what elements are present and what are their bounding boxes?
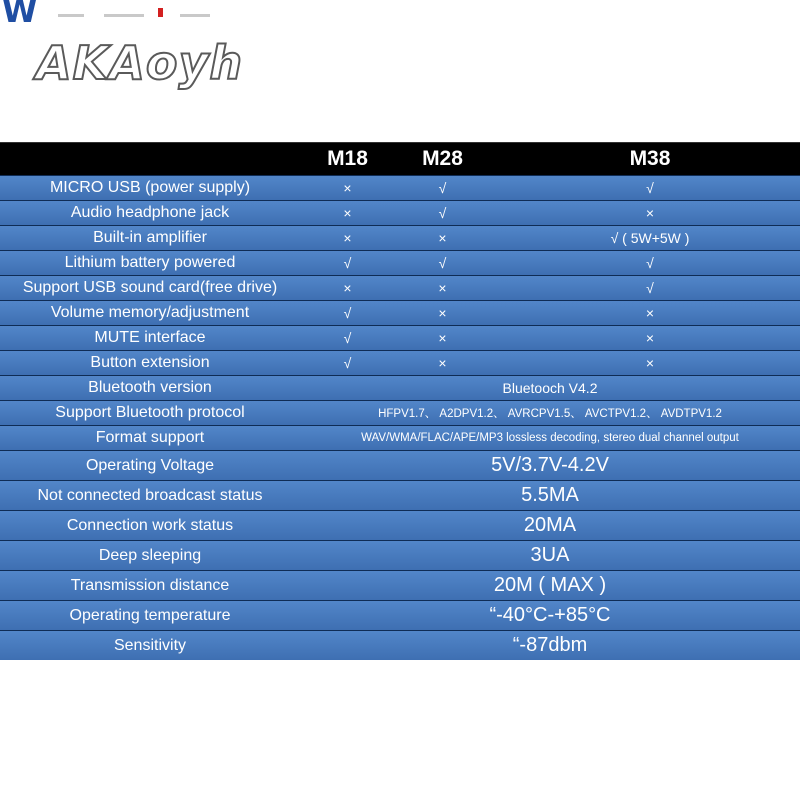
row-label: Support Bluetooth protocol: [55, 404, 245, 421]
cell-m38: √: [646, 280, 654, 296]
cell-m28: √: [438, 255, 447, 271]
logo-streak: [104, 14, 144, 17]
logo-streak: [180, 14, 210, 17]
row-value: 3UA: [530, 544, 570, 566]
brand-logo: AKAoyh: [36, 36, 244, 90]
row-value: “-87dbm: [512, 634, 588, 656]
table-row: [0, 200, 800, 225]
row-label: Support USB sound card(free drive): [22, 279, 278, 296]
row-value: Bluetooch V4.2: [502, 380, 598, 396]
cell-m38: ×: [645, 355, 655, 371]
row-label: Not connected broadcast status: [37, 486, 263, 504]
table-row: [0, 400, 800, 425]
cell-m18: √: [343, 305, 352, 321]
row-label: Volume memory/adjustment: [50, 304, 250, 321]
cell-m28: ×: [438, 280, 447, 296]
table-row: [0, 350, 800, 375]
table-row: [0, 600, 800, 630]
cell-m28: ×: [438, 305, 447, 321]
row-label: Connection work status: [66, 516, 234, 534]
cell-m18: √: [343, 255, 352, 271]
cell-m18: ×: [343, 230, 352, 246]
table-row: [0, 570, 800, 600]
row-label: Sensitivity: [113, 636, 187, 654]
cell-m38: √: [646, 255, 654, 271]
cell-m38: √ ( 5W+5W ): [610, 230, 690, 246]
table-row: [0, 175, 800, 200]
table-row: [0, 375, 800, 400]
shared-rows: [0, 375, 800, 660]
cell-m18: ×: [343, 280, 352, 296]
header-m18: M18: [327, 147, 368, 170]
spec-table: [0, 142, 800, 660]
cell-m38: ×: [645, 205, 655, 221]
row-label: MUTE interface: [94, 329, 206, 346]
logo-red-mark: [158, 8, 163, 17]
row-label: Audio headphone jack: [70, 204, 230, 221]
row-label: Operating Voltage: [85, 456, 215, 474]
cell-m28: √: [438, 205, 447, 221]
header-m38: M38: [629, 147, 671, 170]
table-row: [0, 510, 800, 540]
table-row: [0, 275, 800, 300]
row-value: HFPV1.7、 A2DPV1.2、 AVRCPV1.5、 AVCTPV1.2、 AVDTPV1.2: [378, 408, 722, 420]
table-row: [0, 480, 800, 510]
cell-m18: ×: [343, 180, 352, 196]
row-value: 5.5MA: [521, 484, 579, 506]
cell-m28: ×: [438, 330, 447, 346]
table-row: [0, 325, 800, 350]
partial-logo: [0, 0, 220, 30]
table-row: [0, 250, 800, 275]
partial-logo-glyph: W: [2, 0, 36, 30]
table-row: [0, 300, 800, 325]
table-row: [0, 630, 800, 660]
cell-m38: ×: [645, 305, 655, 321]
row-label: Built-in amplifier: [93, 229, 207, 246]
table-row: [0, 540, 800, 570]
cell-m28: √: [438, 180, 447, 196]
row-label: Format support: [95, 429, 205, 446]
row-label: Button extension: [90, 354, 210, 371]
cell-m18: √: [343, 330, 352, 346]
header-m28: M28: [422, 147, 463, 170]
row-value: WAV/WMA/FLAC/APE/MP3 lossless decoding, stereo dual channel output: [361, 432, 739, 444]
table-row: [0, 425, 800, 450]
cell-m28: ×: [438, 355, 447, 371]
cell-m38: ×: [645, 330, 655, 346]
row-value: 20M ( MAX ): [493, 574, 607, 596]
row-label: Operating temperature: [69, 606, 231, 624]
cell-m38: √: [646, 180, 654, 196]
row-label: Bluetooth version: [88, 379, 212, 396]
table-header: [0, 142, 800, 175]
cell-m18: ×: [343, 205, 352, 221]
logo-streak: [58, 14, 84, 17]
table-row: [0, 450, 800, 480]
row-value: 5V/3.7V-4.2V: [491, 454, 609, 476]
row-label: MICRO USB (power supply): [49, 179, 251, 196]
row-value: “-40°C-+85°C: [489, 604, 611, 626]
table-row: [0, 225, 800, 250]
cell-m18: √: [343, 355, 352, 371]
row-label: Transmission distance: [70, 576, 230, 594]
row-label: Deep sleeping: [98, 546, 202, 564]
cell-m28: ×: [438, 230, 447, 246]
row-label: Lithium battery powered: [64, 254, 236, 271]
feature-rows: [0, 175, 800, 375]
row-value: 20MA: [523, 514, 577, 536]
